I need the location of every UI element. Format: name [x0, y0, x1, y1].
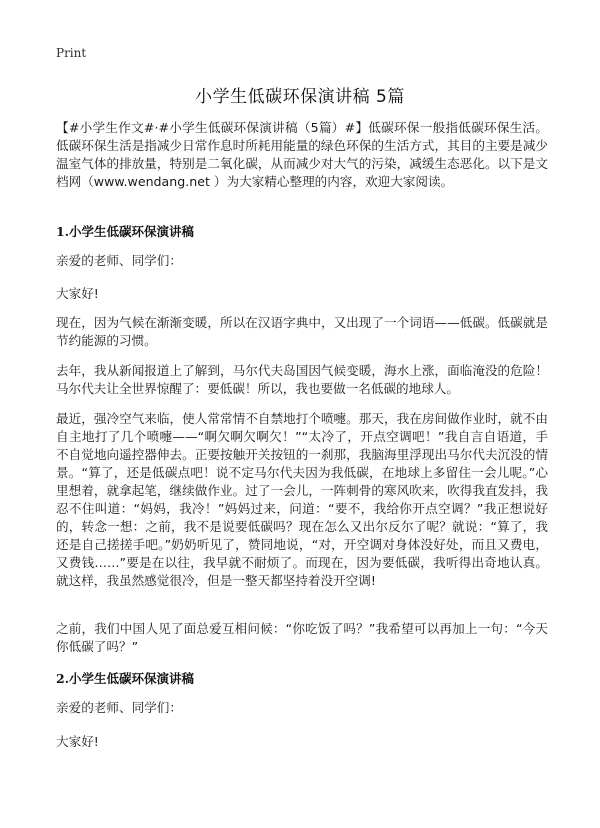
document-title: 小学生低碳环保演讲稿 5篇 — [195, 87, 405, 107]
section-1-paragraph-3: 最近，强冷空气来临，使人常常情不自禁地打个喷嚏。那天，我在房间做作业时，就不由自主地打了几个喷嚏——“啊欠啊欠啊欠！”“太冷了，开点空调吧！”我自言自语道，手不自觉地向遥控器伸去。正要按触开关按钮的一刹那，我脑海里浮现出马尔代夫沉没的情景。“算了，还是低碳点吧！说不定马尔代夫因为我低碳，在地球上多留住一会儿呢。”心里想着，就拿起笔，继续做作业。过了一会儿，一阵刺骨的寒风吹来，吹得我直发抖，我忍不住叫道：“妈妈，我冷！”妈妈过来，问道：“要不，我给你开点空调？”我正想说好的，转念一想：之前，我不是说要低碳吗？现在怎么又出尔反尔了呢？就说：“算了，我还是自己搓搓手吧。”奶奶听见了，赞同地说，“对，开空调对身体没好处，而且又费电，又费钱……”要是在以往，我早就不耐烦了。而现在，因为要低碳，我听得出奇地认真。就这样，我虽然感觉很冷，但是一整天都坚持着没开空调! — [56, 411, 548, 588]
section-1-greeting: 亲爱的老师、同学们： — [56, 253, 182, 268]
section-2-greeting: 亲爱的老师、同学们： — [56, 700, 182, 715]
print-label: Print — [56, 46, 87, 60]
intro-paragraph: 【#小学生作文#·#小学生低碳环保演讲稿（5篇）#】低碳环保一般指低碳环保生活。 低碳环保生活是指减少日常作息时所耗用能量的绿色环保的生活方式，其目的主要是减少温室气体的排放量，特别是二氧化碳，从而减少对大气的污染，减缓生态恶化。以下是文档网（www.wendang.net ）为大家精心整理的内容，欢迎大家阅读。 — [56, 120, 548, 189]
section-1-hello: 大家好! — [56, 286, 99, 301]
section-1-paragraph-1: 现在，因为气候在渐渐变暖，所以在汉语字典中，又出现了一个词语——低碳。低碳就是节约能源的习惯。 — [56, 315, 548, 348]
section-1-paragraph-2: 去年，我从新闻报道上了解到，马尔代夫岛国因气候变暖，海水上涨，面临淹没的危险！马尔代夫让全世界惊醒了：要低碳！所以，我也要做一名低碳的地球人。 — [56, 363, 548, 396]
section-1-paragraph-4: 之前，我们中国人见了面总爱互相问候：“你吃饭了吗？”我希望可以再加上一句：“今天你低碳了吗？” — [56, 621, 548, 654]
section-1-heading: 1.小学生低碳环保演讲稿 — [56, 224, 195, 239]
section-2-heading: 2.小学生低碳环保演讲稿 — [56, 671, 195, 686]
section-2-hello: 大家好! — [56, 734, 99, 749]
